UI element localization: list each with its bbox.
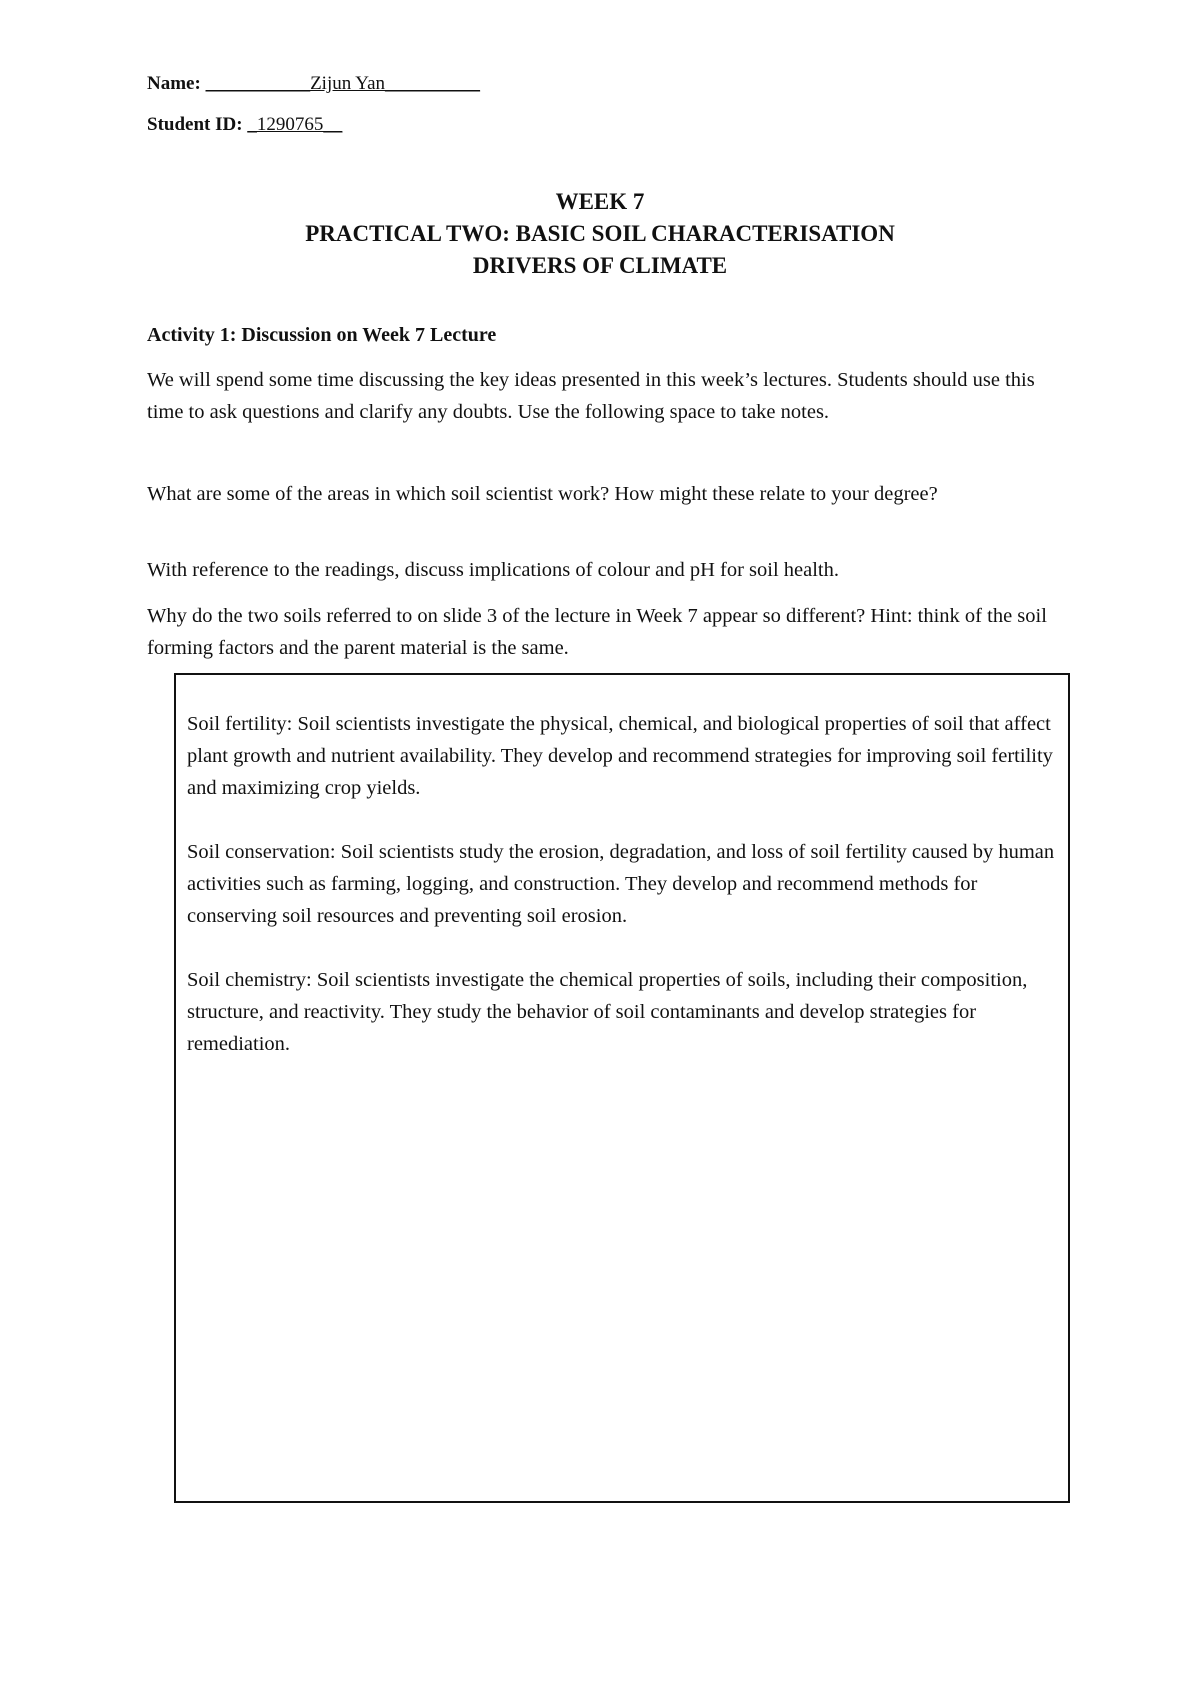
student-id-label: Student ID: xyxy=(147,114,243,135)
student-id-value: _1290765__ xyxy=(247,114,343,135)
question-2: With reference to the readings, discuss implications of colour and pH for soil health. xyxy=(147,559,839,581)
answer-box[interactable] xyxy=(174,673,1070,1503)
answer-paragraph-soil-fertility: Soil fertility: Soil scientists investigate the physical, chemical, and biological properties of soil that affect plant growth and nutrient availability. They develop and recommend strategies for improving soil fertility and maximizing crop yields. xyxy=(187,713,1053,799)
title-drivers: DRIVERS OF CLIMATE xyxy=(472,253,728,278)
activity-intro: We will spend some time discussing the key ideas presented in this week’s lectures. Students should use this time to ask questions and clarify any doubts. Use the following space to take notes. xyxy=(147,369,1035,423)
title-week: WEEK 7 xyxy=(555,189,645,214)
question-1: What are some of the areas in which soil scientist work? How might these relate to your degree? xyxy=(147,483,938,505)
document-title-block xyxy=(0,186,1200,282)
name-value: ___________Zijun Yan__________ xyxy=(205,73,481,94)
answer-paragraph-soil-chemistry: Soil chemistry: Soil scientists investigate the chemical properties of soils, including their composition, structure, and reactivity. They study the behavior of soil contaminants and develop strategies for remediation. xyxy=(187,969,1028,1055)
activity-heading: Activity 1: Discussion on Week 7 Lecture xyxy=(147,324,497,346)
student-id-field xyxy=(147,114,342,136)
title-practical: PRACTICAL TWO: BASIC SOIL CHARACTERISATION xyxy=(305,221,895,246)
question-3: Why do the two soils referred to on slide 3 of the lecture in Week 7 appear so different? Hint: think of the soil forming factors and the parent material is the same. xyxy=(147,605,1047,659)
answer-paragraph-soil-conservation: Soil conservation: Soil scientists study the erosion, degradation, and loss of soil fertility caused by human activities such as farming, logging, and construction. They develop and recommend methods for conserving soil resources and preventing soil erosion. xyxy=(187,841,1055,927)
name-field xyxy=(147,73,480,95)
answer-text xyxy=(187,708,1055,1092)
name-label: Name: xyxy=(147,73,201,94)
